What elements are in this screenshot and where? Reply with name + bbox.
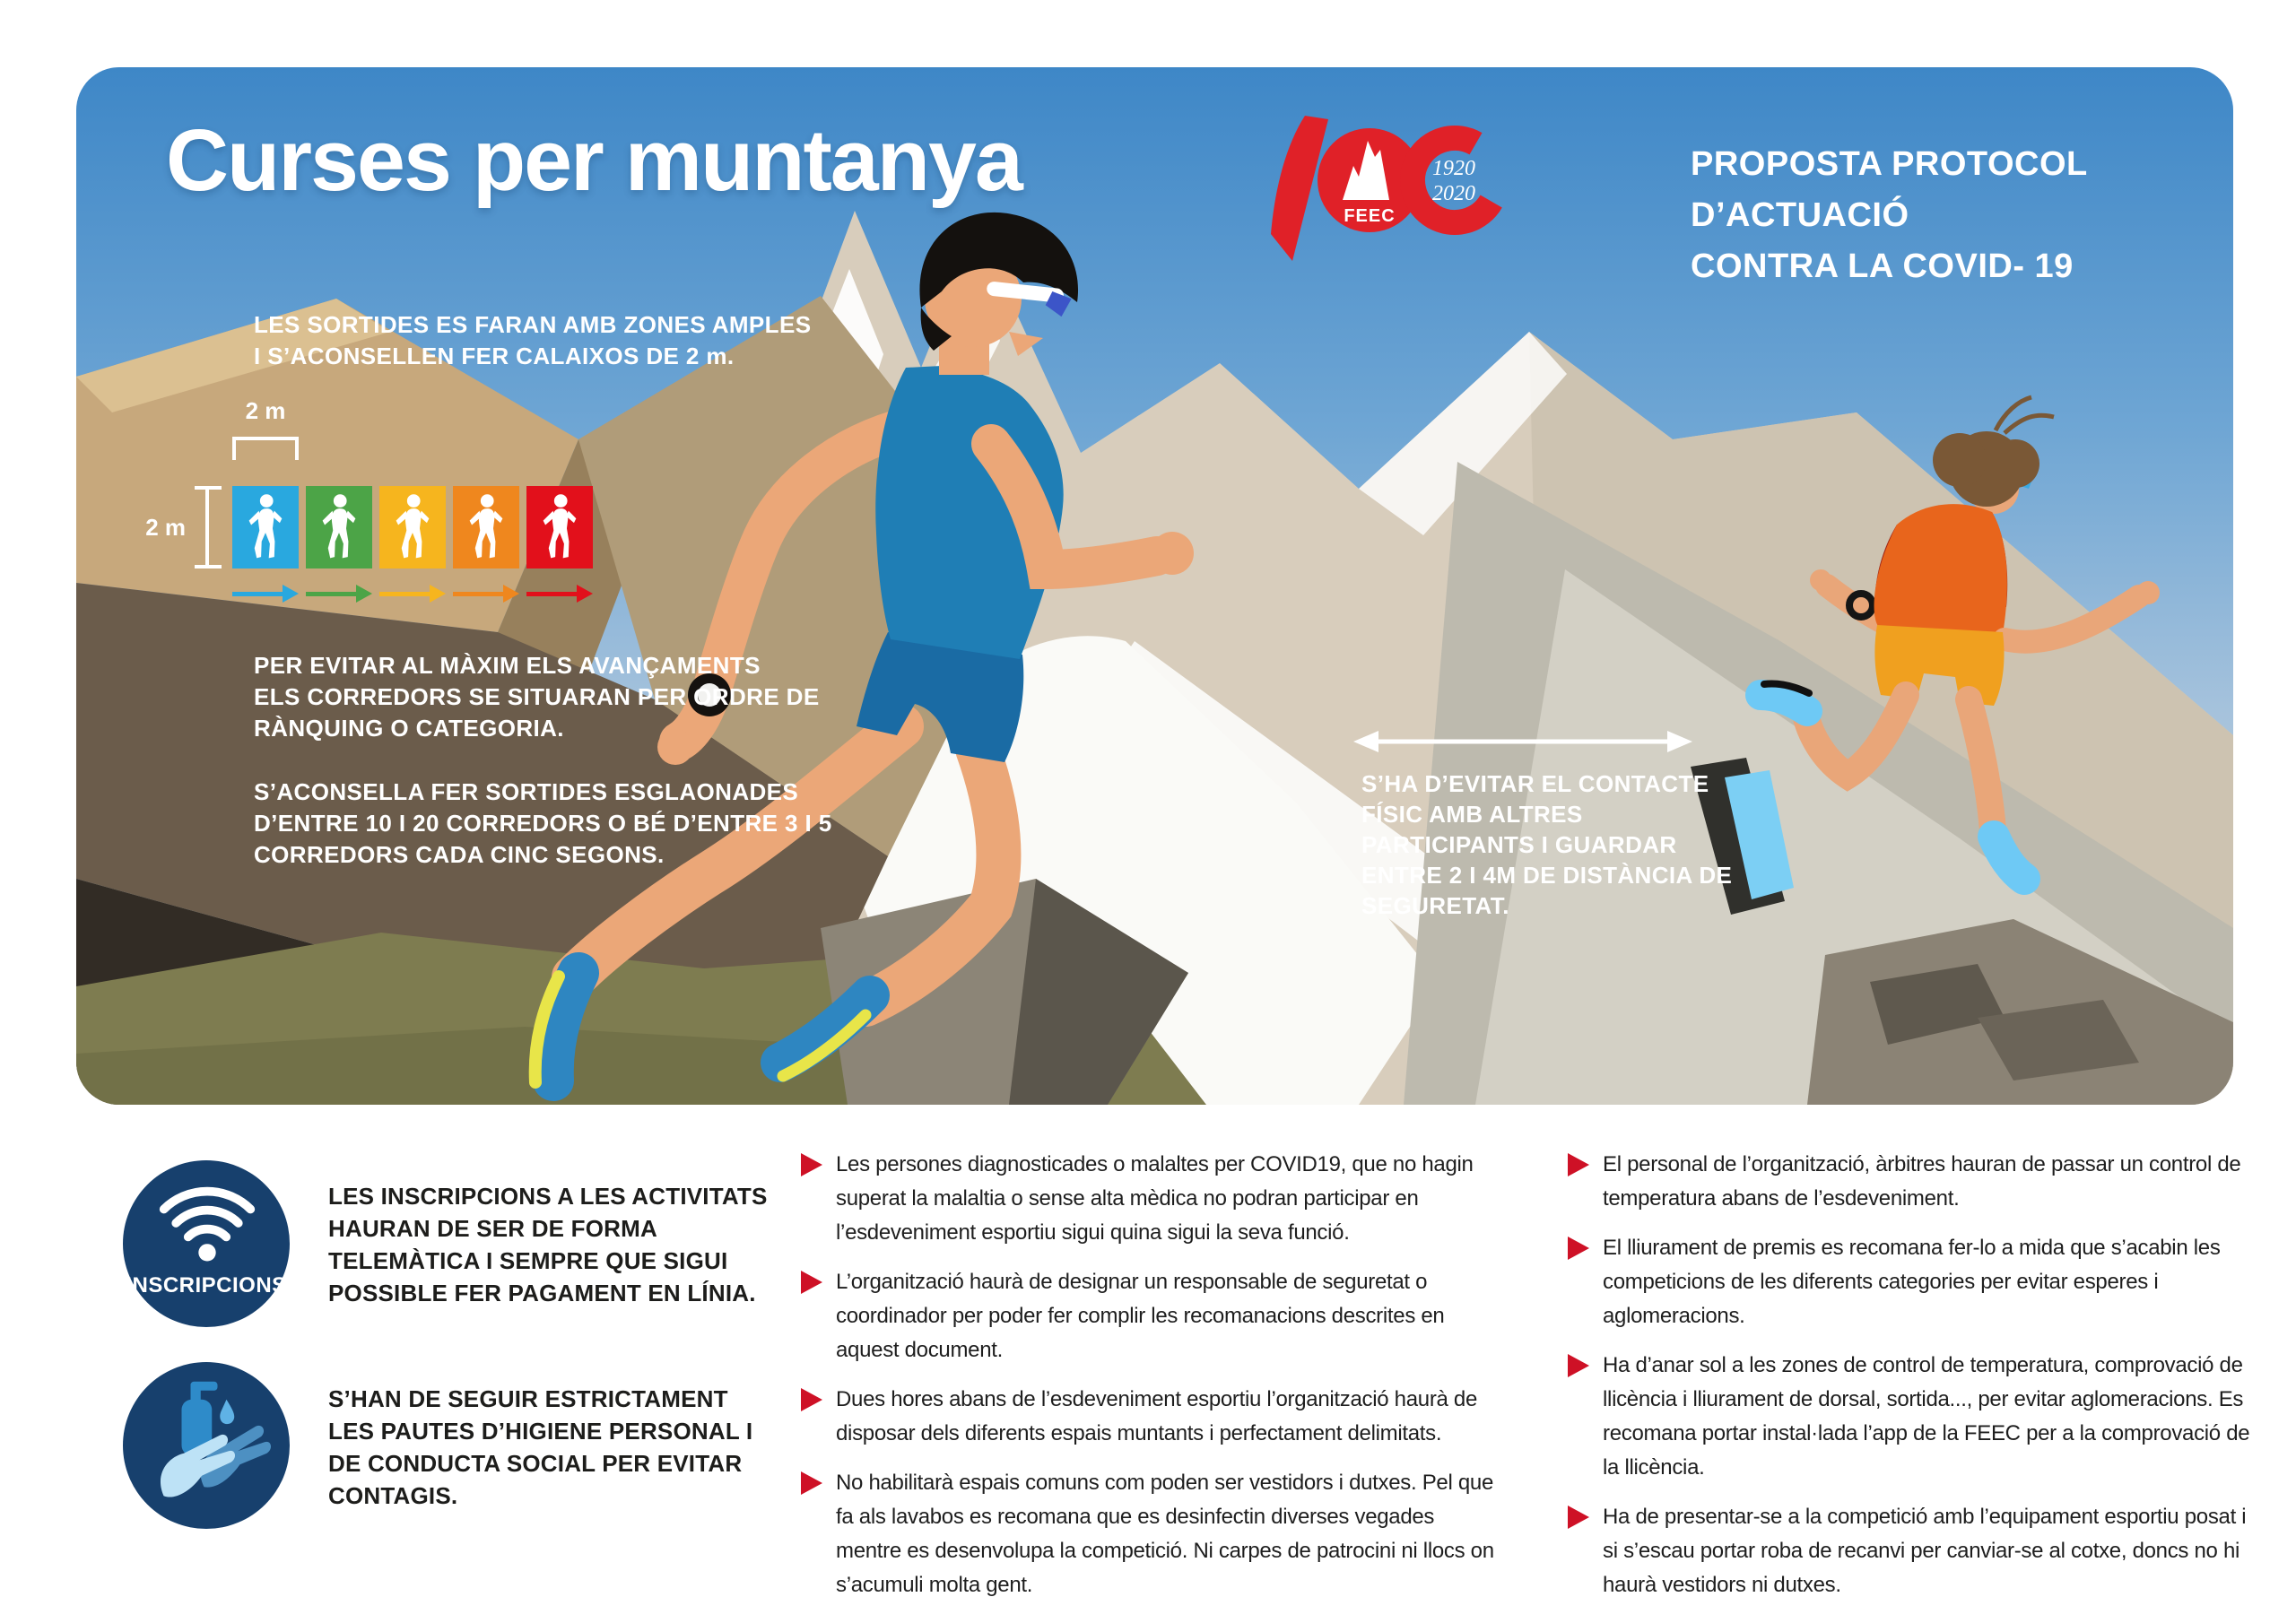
illustration-panel — [76, 67, 2233, 1105]
lane-direction-arrow-icon — [306, 584, 372, 603]
protocol-line: CONTRA LA COVID- 19 — [1691, 247, 2074, 285]
note-line: SEGURETAT. — [1361, 892, 1509, 919]
bullet-arrow-icon — [801, 1271, 822, 1294]
lane-box — [306, 486, 372, 568]
bullet-arrow-icon — [1568, 1354, 1589, 1377]
lane-height-label: 2 m — [145, 514, 186, 541]
height-measure-bracket — [195, 486, 222, 568]
bullet-text: El personal de l’organització, àrbitres hauran de passar un control de temperatura abans de l’esdeveniment. — [1603, 1152, 2241, 1211]
protocol-line: PROPOSTA PROTOCOL D’ACTUACIÓ — [1691, 145, 2088, 234]
protocol-heading — [1691, 139, 2233, 292]
note-line: PER EVITAR AL MÀXIM ELS AVANÇAMENTS — [254, 652, 761, 679]
note-line: PARTICIPANTS I GUARDAR — [1361, 831, 1677, 858]
lane-box — [526, 486, 593, 568]
lane-box — [232, 486, 299, 568]
bullet-arrow-icon — [1568, 1506, 1589, 1529]
lane-box — [453, 486, 519, 568]
bullet-item — [801, 1265, 1502, 1367]
wifi-icon — [155, 1178, 259, 1268]
note-line: CONTAGIS. — [328, 1482, 458, 1509]
note-line: POSSIBLE FER PAGAMENT EN LÍNIA. — [328, 1280, 756, 1306]
distance-arrow-icon — [1352, 729, 1694, 754]
lane-direction-arrows — [232, 584, 593, 603]
logo-year-bottom: 2020 — [1432, 182, 1475, 205]
bullet-arrow-icon — [801, 1471, 822, 1495]
bullet-item — [1568, 1231, 2263, 1333]
note-line: LES SORTIDES ES FARAN AMB ZONES AMPLES — [254, 311, 812, 338]
lane-direction-arrow-icon — [526, 584, 593, 603]
runner-silhouette-icon — [242, 493, 289, 561]
bullet-text: Ha de presentar-se a la competició amb l’equipament esportiu posat i si s’escau portar roba de recanvi per canviar-se al cotxe, doncs no hi haurà vestidors ni dutxes. — [1603, 1505, 2247, 1597]
note-line: DE CONDUCTA SOCIAL PER EVITAR — [328, 1450, 743, 1477]
bullet-arrow-icon — [801, 1388, 822, 1411]
note-line: S’ACONSELLA FER SORTIDES ESGLAONADES — [254, 778, 799, 805]
distance-note — [1361, 768, 1732, 921]
bullet-list-right — [1568, 1148, 2263, 1602]
bullet-arrow-icon — [1568, 1237, 1589, 1260]
bullet-arrow-icon — [801, 1153, 822, 1176]
logo-org-text: FEEC — [1344, 206, 1396, 226]
badge-label: INSCRIPCIONS — [126, 1273, 287, 1298]
bullet-item — [801, 1148, 1502, 1250]
bullet-list-middle — [801, 1148, 1502, 1602]
logo-year-top: 1920 — [1432, 157, 1475, 180]
bullet-text: El lliurament de premis es recomana fer-lo a mida que s’acabin les competicions de les diferents categories per evitar esperes i aglomeracions. — [1603, 1236, 2221, 1328]
lane-direction-arrow-icon — [232, 584, 299, 603]
staggered-starts-paragraph — [254, 777, 832, 871]
note-line: S’HAN DE SEGUIR ESTRICTAMENT — [328, 1385, 728, 1412]
hygiene-note — [328, 1383, 752, 1512]
runner-silhouette-icon — [463, 493, 509, 561]
bullet-item — [1568, 1500, 2263, 1602]
feec-100-logo — [1253, 107, 1504, 284]
note-line: HAURAN DE SER DE FORMA — [328, 1215, 657, 1242]
page-title: Curses per muntanya — [166, 111, 1022, 209]
lane-direction-arrow-icon — [379, 584, 446, 603]
runner-silhouette-icon — [316, 493, 362, 561]
bullet-text: Ha d’anar sol a les zones de control de temperatura, comprovació de llicència i lliurament de dorsal, sortida..., per evitar aglomeracions. Es recomana portar instal·lada l’app de la FEEC per a la comprovació de la llicència. — [1603, 1353, 2250, 1480]
lane-box — [379, 486, 446, 568]
note-line: LES INSCRIPCIONS A LES ACTIVITATS — [328, 1183, 768, 1210]
start-zones-note — [254, 309, 811, 372]
note-line: FÍSIC AMB ALTRES — [1361, 801, 1583, 828]
lane-direction-arrow-icon — [453, 584, 519, 603]
bullet-item — [1568, 1148, 2263, 1216]
note-line: S’HA D’EVITAR EL CONTACTE — [1361, 770, 1709, 797]
start-lane-diagram — [232, 486, 593, 568]
hygiene-badge — [123, 1362, 290, 1529]
hand-hygiene-icon — [139, 1375, 274, 1516]
note-line: LES PAUTES D’HIGIENE PERSONAL I — [328, 1418, 753, 1445]
bullet-text: Dues hores abans de l’esdeveniment esportiu l’organització haurà de disposar dels diferents espais muntants i perfectament delimitats. — [836, 1387, 1478, 1445]
bullet-item — [801, 1383, 1502, 1451]
note-line: RÀNQUING O CATEGORIA. — [254, 715, 564, 742]
bullet-text: No habilitarà espais comuns com poden ser vestidors i dutxes. Pel que fa als lavabos es recomana que es desinfectin diverses vegades mentre es desenvolupa la competició. Ni carpes de patrocini ni llocs on s’acumuli molta gent. — [836, 1471, 1494, 1597]
lane-width-label: 2 m — [245, 397, 286, 424]
note-line: D’ENTRE 10 I 20 CORREDORS O BÉ D’ENTRE 3 I 5 — [254, 810, 832, 837]
note-line: ELS CORREDORS SE SITUARAN PER ORDRE DE — [254, 683, 820, 710]
bullet-text: Les persones diagnosticades o malaltes per COVID19, que no hagin superat la malaltia o sense alta mèdica no podran participar en l’esdeveniment esportiu sigui quina sigui la seva funció. — [836, 1152, 1474, 1245]
bullet-arrow-icon — [1568, 1153, 1589, 1176]
note-line: TELEMÀTICA I SEMPRE QUE SIGUI — [328, 1247, 728, 1274]
inscriptions-badge — [123, 1160, 290, 1327]
bullet-text: L’organització haurà de designar un responsable de seguretat o coordinador per poder fer complir les recomanacions descrites en aquest document. — [836, 1270, 1445, 1362]
note-line: I S’ACONSELLEN FER CALAIXOS DE 2 m. — [254, 343, 735, 369]
note-line: CORREDORS CADA CINC SEGONS. — [254, 841, 665, 868]
width-measure-bracket — [232, 437, 299, 460]
inscriptions-note — [328, 1180, 768, 1309]
bullet-item — [801, 1466, 1502, 1602]
overtaking-paragraph — [254, 650, 832, 744]
overtaking-note — [254, 650, 832, 871]
note-line: ENTRE 2 I 4M DE DISTÀNCIA DE — [1361, 862, 1733, 889]
bullet-item — [1568, 1349, 2263, 1485]
runner-silhouette-icon — [536, 493, 583, 561]
runner-silhouette-icon — [389, 493, 436, 561]
